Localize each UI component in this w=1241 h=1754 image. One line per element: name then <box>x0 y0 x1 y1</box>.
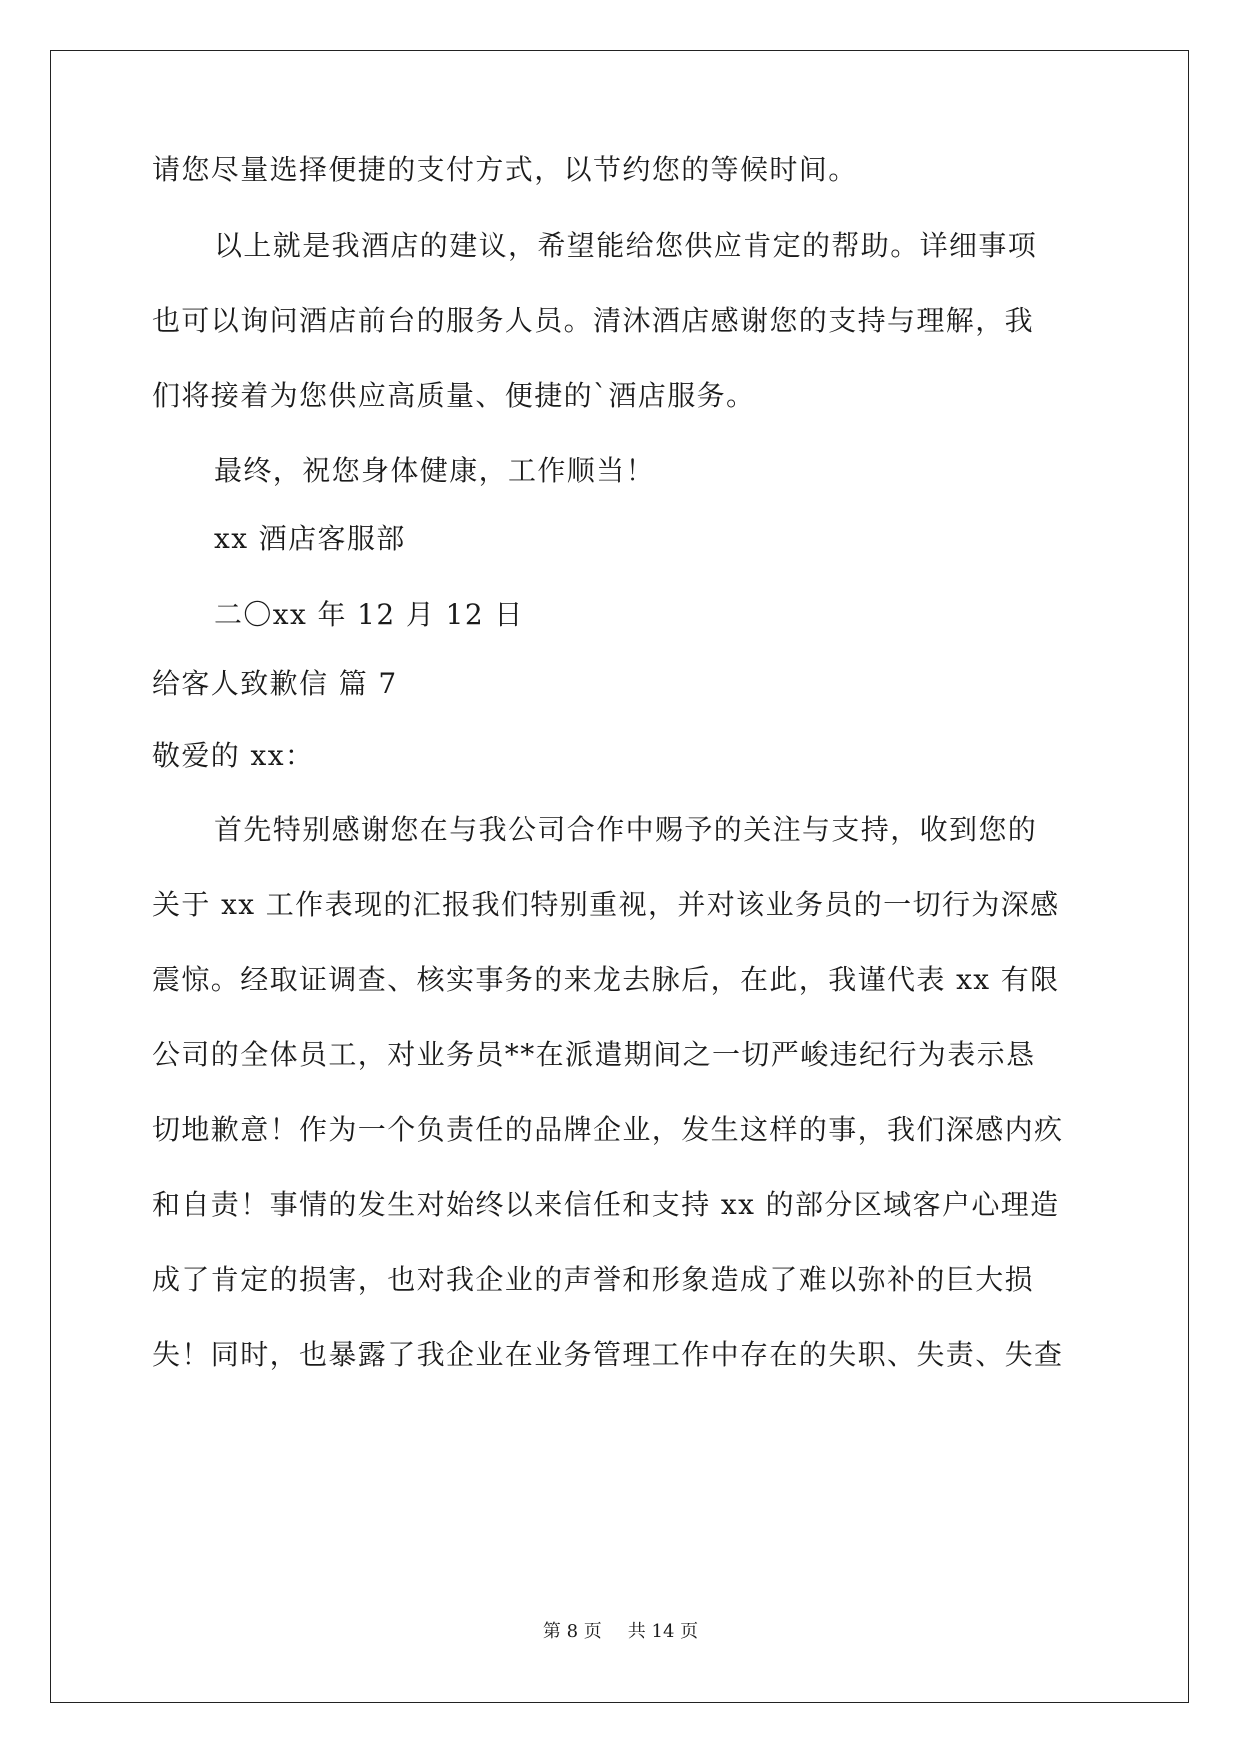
paragraph-line: 失！同时，也暴露了我企业在业务管理工作中存在的失职、失责、失查 <box>152 1338 1064 1371</box>
paragraph-line: 成了肯定的损害，也对我企业的声誉和形象造成了难以弥补的巨大损 <box>152 1263 1035 1296</box>
paragraph-line: 首先特别感谢您在与我公司合作中赐予的关注与支持，收到您的 <box>214 813 1038 846</box>
page-number-total: 共 14 页 <box>627 1621 699 1642</box>
paragraph-line: 们将接着为您供应高质量、便捷的`酒店服务。 <box>152 379 756 412</box>
page-footer <box>0 1620 1241 1644</box>
paragraph-line: 切地歉意！作为一个负责任的品牌企业，发生这样的事，我们深感内疚 <box>152 1113 1064 1146</box>
page-number-current: 第 8 页 <box>542 1621 602 1642</box>
text-line-continuation: 请您尽量选择便捷的支付方式，以节约您的等候时间。 <box>152 153 858 186</box>
signature-department: xx 酒店客服部 <box>214 522 406 555</box>
paragraph-line: 和自责！事情的发生对始终以来信任和支持 xx 的部分区域客户心理造 <box>152 1188 1060 1221</box>
paragraph-line: 关于 xx 工作表现的汇报我们特别重视，并对该业务员的一切行为深感 <box>152 888 1060 921</box>
closing-wish: 最终，祝您身体健康，工作顺当！ <box>214 454 656 487</box>
paragraph-line: 以上就是我酒店的建议，希望能给您供应肯定的帮助。详细事项 <box>214 229 1038 262</box>
paragraph-line: 也可以询问酒店前台的服务人员。清沐酒店感谢您的支持与理解，我 <box>152 304 1035 337</box>
section-heading: 给客人致歉信 篇 7 <box>152 667 398 700</box>
salutation: 敬爱的 xx： <box>152 739 315 772</box>
paragraph-line: 震惊。经取证调查、核实事务的来龙去脉后，在此，我谨代表 xx 有限 <box>152 963 1060 996</box>
page-border <box>50 50 1189 1703</box>
signature-date: 二〇xx 年 12 月 12 日 <box>214 598 524 631</box>
paragraph-line: 公司的全体员工，对业务员**在派遣期间之一切严峻违纪行为表示恳 <box>152 1038 1036 1071</box>
